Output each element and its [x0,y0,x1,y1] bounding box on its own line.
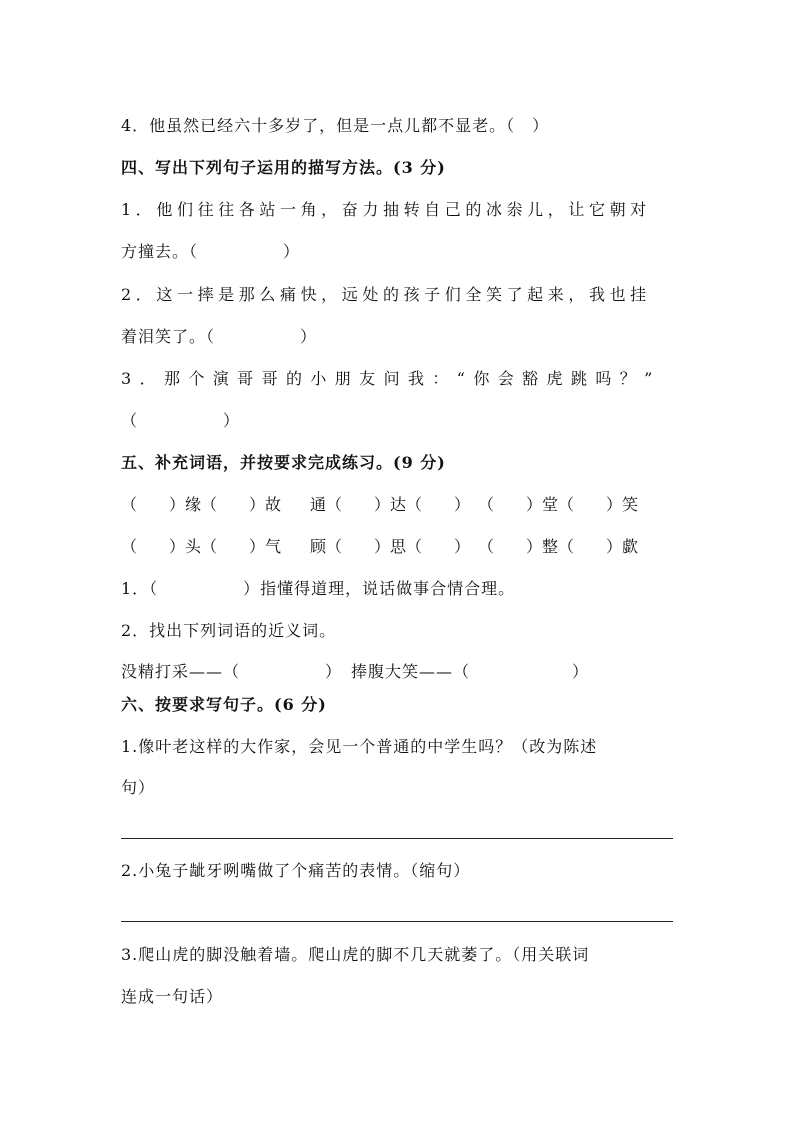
word-blank: 通（ ）达（ ） [310,495,471,514]
section-6-item-3-line-2: 连成一句话） [121,987,224,1006]
section-4-item-2-line-2: 着泪笑了。（ ） [121,327,318,346]
section-6-item-1-line-2: 句） [121,778,156,797]
synonym-line: 没精打采——（ ） 捧腹大笑——（ ） [121,662,590,681]
section-6-item-1-line-1: 1.像叶老这样的大作家，会见一个普通的中学生吗？（改为陈述 [121,737,598,756]
word-blank: （ ）头（ ）气 [121,537,282,556]
section-5-title: 五、补充词语，并按要求完成练习。(9 分) [121,453,446,472]
section-4-title: 四、写出下列句子运用的描写方法。(3 分) [121,158,446,177]
section-4-item-2-line-1: 2．这一摔是那么痛快，远处的孩子们全笑了起来，我也挂 [121,285,651,304]
answer-line[interactable] [121,921,673,922]
section-5-item-2: 2．找出下列词语的近义词。 [121,621,337,640]
section-4-item-1-line-2: 方撞去。（ ） [121,242,301,261]
answer-line[interactable] [121,838,673,839]
section-6-item-2: 2.小兔子龇牙咧嘴做了个痛苦的表情。（缩句） [121,861,471,880]
section-4-item-3-line-1: 3．那个演哥哥的小朋友问我：“你会豁虎跳吗？” [121,369,661,388]
section-4-item-1-line-1: 1．他们往往各站一角，奋力抽转自己的冰尜儿，让它朝对 [121,200,651,219]
section-6-item-3-line-1: 3.爬山虎的脚没触着墙。爬山虎的脚不几天就萎了。（用关联词 [121,945,590,964]
question-4-text: 4．他虽然已经六十多岁了，但是一点儿都不显老。（ ） [121,116,550,135]
section-5-item-1: 1．（ ）指懂得道理，说话做事合情合理。 [121,579,516,598]
word-blank: （ ）缘（ ）故 [121,495,282,514]
word-blank: 顾（ ）思（ ） [310,537,471,556]
section-4-item-3-line-2: （ ） [121,411,241,430]
word-blank: （ ）整（ ）歔 [478,537,639,556]
word-blank: （ ）堂（ ）笑 [478,495,639,514]
section-6-title: 六、按要求写句子。(6 分) [121,695,327,714]
